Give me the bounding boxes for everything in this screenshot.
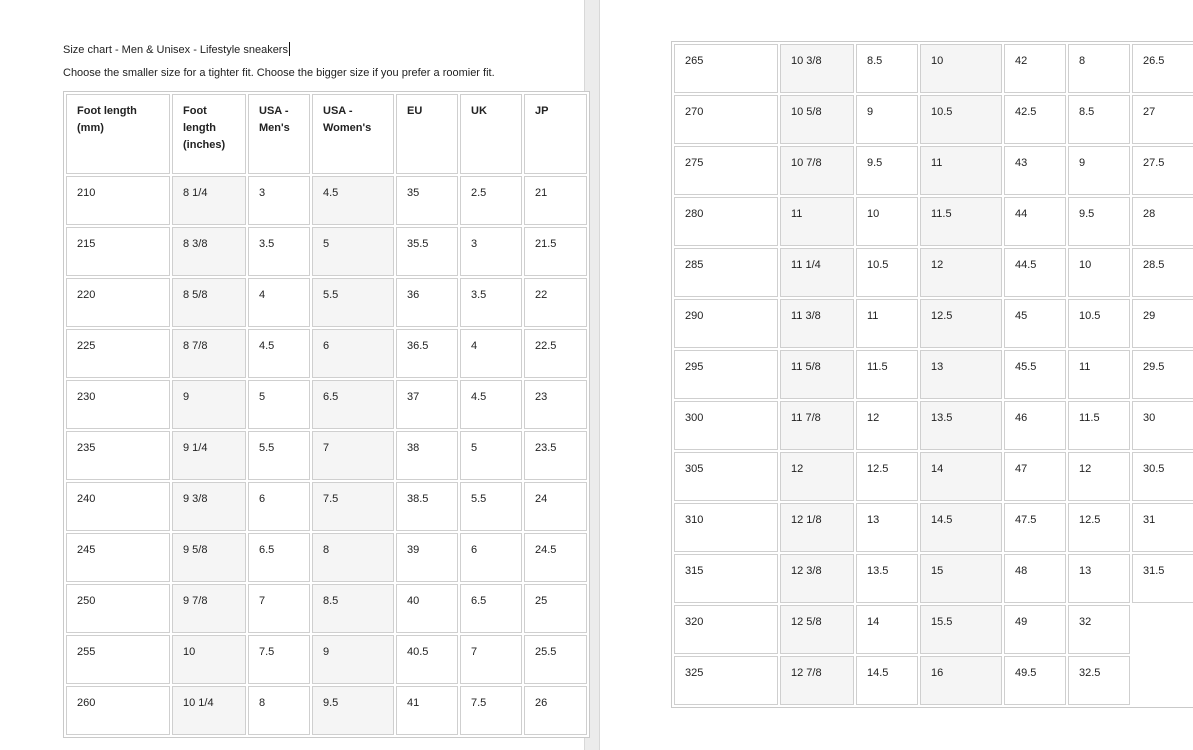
table-row: [66, 584, 587, 633]
table-cell-uk[interactable]: 11: [1068, 350, 1130, 399]
table-cell-jp[interactable]: 24.5: [524, 533, 587, 582]
table-cell-usa-womens[interactable]: 15: [920, 554, 1002, 603]
table-cell-foot-length-inches[interactable]: 12 5/8: [780, 605, 854, 654]
table-cell-foot-length-mm[interactable]: 285: [674, 248, 778, 297]
table-row: [674, 146, 1193, 195]
table-cell-eu[interactable]: 36.5: [396, 329, 458, 378]
table-row: [674, 605, 1193, 654]
table-cell-usa-mens[interactable]: 14: [856, 605, 918, 654]
table-cell-foot-length-mm[interactable]: 300: [674, 401, 778, 450]
table-cell-uk[interactable]: 5.5: [460, 482, 522, 531]
table-cell-foot-length-inches[interactable]: 11 5/8: [780, 350, 854, 399]
table-row: [66, 686, 587, 735]
table-cell-usa-womens[interactable]: 9: [312, 635, 394, 684]
table-cell-usa-womens[interactable]: 4.5: [312, 176, 394, 225]
table-cell-foot-length-inches[interactable]: 12 1/8: [780, 503, 854, 552]
table-cell-usa-mens[interactable]: 3.5: [248, 227, 310, 276]
header-cell-jp[interactable]: JP: [524, 94, 587, 174]
table-row: [674, 656, 1193, 705]
table-cell-foot-length-inches[interactable]: 11 1/4: [780, 248, 854, 297]
table-cell-eu[interactable]: 47.5: [1004, 503, 1066, 552]
table-cell-jp[interactable]: 21: [524, 176, 587, 225]
table-cell-jp[interactable]: 24: [524, 482, 587, 531]
table-cell-foot-length-inches[interactable]: 12 7/8: [780, 656, 854, 705]
table-cell-eu[interactable]: 49: [1004, 605, 1066, 654]
table-cell-usa-womens[interactable]: 12: [920, 248, 1002, 297]
table-cell-jp[interactable]: 21.5: [524, 227, 587, 276]
table-cell-foot-length-mm[interactable]: 250: [66, 584, 170, 633]
table-cell-usa-womens[interactable]: 9.5: [312, 686, 394, 735]
table-cell-uk[interactable]: 7.5: [460, 686, 522, 735]
table-cell-foot-length-mm[interactable]: 295: [674, 350, 778, 399]
table-cell-foot-length-inches[interactable]: 10 3/8: [780, 44, 854, 93]
table-cell-foot-length-inches[interactable]: 8 3/8: [172, 227, 246, 276]
table-row: [674, 248, 1193, 297]
table-cell-eu[interactable]: 36: [396, 278, 458, 327]
text-cursor: [289, 42, 290, 56]
table-cell-eu[interactable]: 40: [396, 584, 458, 633]
table-cell-usa-womens[interactable]: 6: [312, 329, 394, 378]
table-cell-usa-womens[interactable]: 5.5: [312, 278, 394, 327]
table-cell-foot-length-inches[interactable]: 9 3/8: [172, 482, 246, 531]
table-cell-uk[interactable]: 12: [1068, 452, 1130, 501]
table-cell-foot-length-mm[interactable]: 245: [66, 533, 170, 582]
table-cell-jp[interactable]: 26: [524, 686, 587, 735]
table-cell-foot-length-inches[interactable]: 8 5/8: [172, 278, 246, 327]
table-cell-jp[interactable]: 22.5: [524, 329, 587, 378]
table-row: [674, 95, 1193, 144]
table-row: [674, 503, 1193, 552]
table-cell-foot-length-mm[interactable]: 265: [674, 44, 778, 93]
table-cell-foot-length-mm[interactable]: 235: [66, 431, 170, 480]
table-cell-usa-mens[interactable]: 4: [248, 278, 310, 327]
table-cell-uk[interactable]: 32.5: [1068, 656, 1130, 705]
table-cell-foot-length-mm[interactable]: 325: [674, 656, 778, 705]
table-cell-foot-length-mm[interactable]: 270: [674, 95, 778, 144]
table-cell-foot-length-mm[interactable]: 230: [66, 380, 170, 429]
header-cell-uk[interactable]: UK: [460, 94, 522, 174]
table-cell-eu[interactable]: 35: [396, 176, 458, 225]
table-cell-uk[interactable]: 32: [1068, 605, 1130, 654]
table-cell-foot-length-inches[interactable]: 10 5/8: [780, 95, 854, 144]
table-cell-eu[interactable]: 41: [396, 686, 458, 735]
table-cell-usa-mens[interactable]: 10.5: [856, 248, 918, 297]
table-cell-eu[interactable]: 39: [396, 533, 458, 582]
table-cell-foot-length-mm[interactable]: 315: [674, 554, 778, 603]
table-cell-jp[interactable]: 31: [1132, 503, 1193, 552]
table-cell-jp[interactable]: 22: [524, 278, 587, 327]
table-cell-usa-mens[interactable]: 3: [248, 176, 310, 225]
table-cell-foot-length-mm[interactable]: 305: [674, 452, 778, 501]
table-row: [66, 431, 587, 480]
size-chart-table-page-2[interactable]: [671, 41, 1193, 708]
table-cell-uk[interactable]: 10: [1068, 248, 1130, 297]
table-row: [674, 299, 1193, 348]
table-cell-eu[interactable]: 37: [396, 380, 458, 429]
table-cell-usa-mens[interactable]: 13: [856, 503, 918, 552]
table-cell-usa-mens[interactable]: 11.5: [856, 350, 918, 399]
table-cell-usa-womens[interactable]: 8.5: [312, 584, 394, 633]
table-cell-usa-womens[interactable]: 14.5: [920, 503, 1002, 552]
table-cell-foot-length-mm[interactable]: 260: [66, 686, 170, 735]
table-cell-foot-length-inches[interactable]: 11 7/8: [780, 401, 854, 450]
table-cell-usa-mens[interactable]: 12.5: [856, 452, 918, 501]
table-cell-jp[interactable]: 28: [1132, 197, 1193, 246]
empty-cell: [1132, 656, 1193, 705]
table-cell-usa-womens[interactable]: 7: [312, 431, 394, 480]
table-cell-eu[interactable]: 48: [1004, 554, 1066, 603]
table-cell-foot-length-inches[interactable]: 9 1/4: [172, 431, 246, 480]
header-cell-foot-length-mm[interactable]: Foot length (mm): [66, 94, 170, 174]
table-cell-jp[interactable]: 31.5: [1132, 554, 1193, 603]
table-cell-foot-length-mm[interactable]: 280: [674, 197, 778, 246]
table-cell-foot-length-inches[interactable]: 10 1/4: [172, 686, 246, 735]
header-cell-usa-mens[interactable]: USA - Men's: [248, 94, 310, 174]
table-cell-jp[interactable]: 27: [1132, 95, 1193, 144]
header-cell-eu[interactable]: EU: [396, 94, 458, 174]
table-cell-uk[interactable]: 11.5: [1068, 401, 1130, 450]
table-row: [66, 380, 587, 429]
table-row: [66, 278, 587, 327]
table-cell-eu[interactable]: 42: [1004, 44, 1066, 93]
table-cell-eu[interactable]: 45: [1004, 299, 1066, 348]
empty-cell: [1132, 605, 1193, 654]
table-cell-usa-womens[interactable]: 10: [920, 44, 1002, 93]
table-cell-foot-length-inches[interactable]: 9 7/8: [172, 584, 246, 633]
table-cell-uk[interactable]: 9: [1068, 146, 1130, 195]
table-cell-usa-womens[interactable]: 13.5: [920, 401, 1002, 450]
table-cell-uk[interactable]: 10.5: [1068, 299, 1130, 348]
table-cell-foot-length-inches[interactable]: 12: [780, 452, 854, 501]
table-row: [674, 452, 1193, 501]
table-cell-uk[interactable]: 3: [460, 227, 522, 276]
table-cell-foot-length-inches[interactable]: 11 3/8: [780, 299, 854, 348]
table-row: [674, 554, 1193, 603]
table-cell-eu[interactable]: 47: [1004, 452, 1066, 501]
table-cell-usa-mens[interactable]: 11: [856, 299, 918, 348]
table-row: [66, 176, 587, 225]
table-cell-uk[interactable]: 9.5: [1068, 197, 1130, 246]
table-cell-jp[interactable]: 23.5: [524, 431, 587, 480]
table-cell-usa-mens[interactable]: 8: [248, 686, 310, 735]
table-row: [66, 635, 587, 684]
table-cell-uk[interactable]: 8: [1068, 44, 1130, 93]
table-cell-eu[interactable]: 35.5: [396, 227, 458, 276]
table-cell-usa-mens[interactable]: 6.5: [248, 533, 310, 582]
table-cell-usa-mens[interactable]: 12: [856, 401, 918, 450]
table-cell-usa-womens[interactable]: 16: [920, 656, 1002, 705]
table-row: [66, 227, 587, 276]
table-cell-jp[interactable]: 29: [1132, 299, 1193, 348]
table-cell-eu[interactable]: 49.5: [1004, 656, 1066, 705]
table-cell-foot-length-inches[interactable]: 8 1/4: [172, 176, 246, 225]
table-row: [674, 401, 1193, 450]
table-cell-foot-length-mm[interactable]: 290: [674, 299, 778, 348]
table-cell-jp[interactable]: 27.5: [1132, 146, 1193, 195]
table-cell-jp[interactable]: 23: [524, 380, 587, 429]
table-cell-foot-length-mm[interactable]: 320: [674, 605, 778, 654]
table-cell-uk[interactable]: 7: [460, 635, 522, 684]
table-cell-usa-mens[interactable]: 7: [248, 584, 310, 633]
table-cell-jp[interactable]: 25.5: [524, 635, 587, 684]
table-cell-foot-length-mm[interactable]: 310: [674, 503, 778, 552]
table-cell-eu[interactable]: 45.5: [1004, 350, 1066, 399]
header-cell-usa-womens[interactable]: USA - Women's: [312, 94, 394, 174]
table-cell-usa-womens[interactable]: 5: [312, 227, 394, 276]
table-cell-usa-womens[interactable]: 11: [920, 146, 1002, 195]
table-cell-uk[interactable]: 5: [460, 431, 522, 480]
table-cell-eu[interactable]: 38.5: [396, 482, 458, 531]
table-cell-uk[interactable]: 6: [460, 533, 522, 582]
table-cell-eu[interactable]: 42.5: [1004, 95, 1066, 144]
table-cell-usa-mens[interactable]: 6: [248, 482, 310, 531]
table-cell-jp[interactable]: 28.5: [1132, 248, 1193, 297]
document-subtitle[interactable]: Choose the smaller size for a tighter fit. Choose the bigger size if you prefer a roomier fit.: [63, 67, 495, 79]
table-cell-usa-womens[interactable]: 10.5: [920, 95, 1002, 144]
table-cell-foot-length-inches[interactable]: 8 7/8: [172, 329, 246, 378]
table-cell-jp[interactable]: 26.5: [1132, 44, 1193, 93]
table-cell-foot-length-inches[interactable]: 10 7/8: [780, 146, 854, 195]
table-cell-eu[interactable]: 38: [396, 431, 458, 480]
table-row: [674, 350, 1193, 399]
size-chart-table-page-1[interactable]: [63, 91, 590, 738]
table-cell-usa-womens[interactable]: 11.5: [920, 197, 1002, 246]
table-cell-usa-womens[interactable]: 7.5: [312, 482, 394, 531]
table-cell-uk[interactable]: 4: [460, 329, 522, 378]
table-cell-foot-length-inches[interactable]: 12 3/8: [780, 554, 854, 603]
document-title[interactable]: Size chart - Men & Unisex - Lifestyle sneakers: [63, 44, 288, 56]
table-cell-usa-mens[interactable]: 5: [248, 380, 310, 429]
table-cell-usa-mens[interactable]: 13.5: [856, 554, 918, 603]
table-cell-usa-womens[interactable]: 8: [312, 533, 394, 582]
table-cell-foot-length-mm[interactable]: 225: [66, 329, 170, 378]
table-cell-jp[interactable]: 30: [1132, 401, 1193, 450]
table-cell-uk[interactable]: 8.5: [1068, 95, 1130, 144]
table-cell-eu[interactable]: 43: [1004, 146, 1066, 195]
header-cell-foot-length-inches[interactable]: Foot length (inches): [172, 94, 246, 174]
table-cell-foot-length-inches[interactable]: 10: [172, 635, 246, 684]
table-cell-jp[interactable]: 25: [524, 584, 587, 633]
table-cell-foot-length-mm[interactable]: 240: [66, 482, 170, 531]
table-cell-foot-length-inches[interactable]: 9: [172, 380, 246, 429]
table-cell-eu[interactable]: 40.5: [396, 635, 458, 684]
table-cell-usa-womens[interactable]: 6.5: [312, 380, 394, 429]
table-cell-jp[interactable]: 30.5: [1132, 452, 1193, 501]
table-cell-eu[interactable]: 46: [1004, 401, 1066, 450]
table-cell-foot-length-mm[interactable]: 220: [66, 278, 170, 327]
table-cell-foot-length-inches[interactable]: 11: [780, 197, 854, 246]
table-cell-usa-womens[interactable]: 12.5: [920, 299, 1002, 348]
table-cell-eu[interactable]: 44: [1004, 197, 1066, 246]
table-cell-usa-womens[interactable]: 13: [920, 350, 1002, 399]
table-cell-usa-mens[interactable]: 14.5: [856, 656, 918, 705]
table-cell-foot-length-mm[interactable]: 255: [66, 635, 170, 684]
table-cell-foot-length-mm[interactable]: 275: [674, 146, 778, 195]
table-cell-uk[interactable]: 2.5: [460, 176, 522, 225]
table-cell-uk[interactable]: 13: [1068, 554, 1130, 603]
table-row: [66, 533, 587, 582]
table-row: [674, 197, 1193, 246]
table-cell-usa-womens[interactable]: 15.5: [920, 605, 1002, 654]
table-cell-uk[interactable]: 4.5: [460, 380, 522, 429]
table-cell-usa-mens[interactable]: 9: [856, 95, 918, 144]
table-cell-usa-mens[interactable]: 7.5: [248, 635, 310, 684]
table-row: [674, 44, 1193, 93]
table-cell-uk[interactable]: 3.5: [460, 278, 522, 327]
table-cell-eu[interactable]: 44.5: [1004, 248, 1066, 297]
table-cell-uk[interactable]: 12.5: [1068, 503, 1130, 552]
table-cell-usa-mens[interactable]: 9.5: [856, 146, 918, 195]
table-cell-foot-length-mm[interactable]: 210: [66, 176, 170, 225]
table-cell-usa-mens[interactable]: 4.5: [248, 329, 310, 378]
table-row: [66, 482, 587, 531]
table-cell-usa-mens[interactable]: 5.5: [248, 431, 310, 480]
table-cell-usa-mens[interactable]: 8.5: [856, 44, 918, 93]
table-cell-jp[interactable]: 29.5: [1132, 350, 1193, 399]
table-cell-foot-length-inches[interactable]: 9 5/8: [172, 533, 246, 582]
table-cell-uk[interactable]: 6.5: [460, 584, 522, 633]
table-cell-usa-mens[interactable]: 10: [856, 197, 918, 246]
table-cell-foot-length-mm[interactable]: 215: [66, 227, 170, 276]
table-row: [66, 329, 587, 378]
table-cell-usa-womens[interactable]: 14: [920, 452, 1002, 501]
